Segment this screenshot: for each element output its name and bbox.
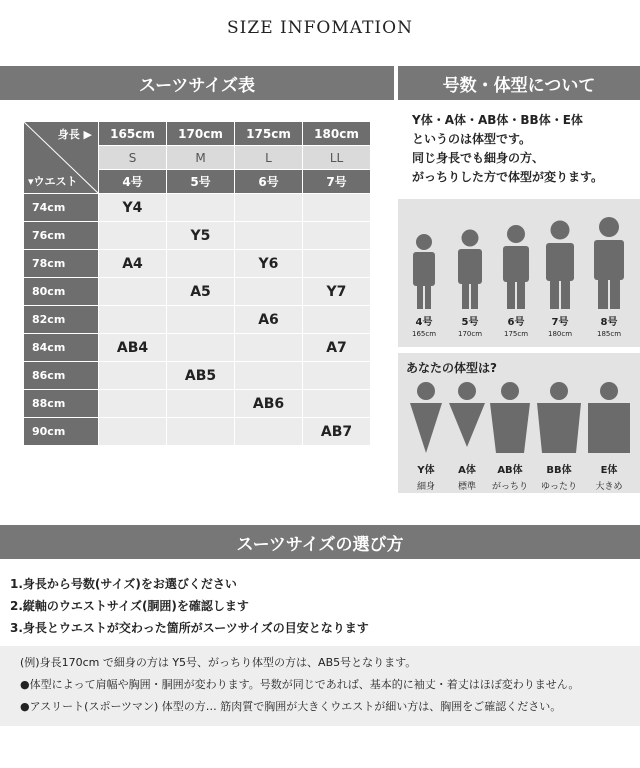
step-item: 1.身長から号数(サイズ)をお選びください xyxy=(10,577,237,591)
size-cell xyxy=(167,250,235,278)
figure-item xyxy=(406,229,442,338)
size-cell: Y6 xyxy=(235,250,303,278)
size-cell xyxy=(99,222,167,250)
description-line: というのは体型です。 xyxy=(412,132,532,146)
size-cell xyxy=(235,278,303,306)
type-name: Y体 xyxy=(417,465,435,476)
figure-height: 165cm xyxy=(411,330,437,338)
size-cell xyxy=(303,362,371,390)
figure-number: 7号 xyxy=(551,317,569,328)
header-height: 165cm xyxy=(99,122,167,146)
type-item xyxy=(488,381,532,492)
size-cell xyxy=(167,334,235,362)
type-name: AB体 xyxy=(497,465,523,476)
size-cell xyxy=(303,222,371,250)
person-icon xyxy=(498,221,534,309)
size-cell: Y4 xyxy=(99,194,167,222)
type-item xyxy=(536,381,582,492)
header-number: 5号 xyxy=(167,170,235,194)
size-cell xyxy=(99,278,167,306)
size-cell xyxy=(303,390,371,418)
table-row xyxy=(24,334,371,362)
size-cell: AB7 xyxy=(303,418,371,446)
figure-number: 5号 xyxy=(461,317,479,328)
table-row xyxy=(24,306,371,334)
header-letter: LL xyxy=(303,146,371,170)
header-letter: S xyxy=(99,146,167,170)
figure-number: 6号 xyxy=(507,317,525,328)
figure-height: 170cm xyxy=(457,330,483,338)
size-cell: Y7 xyxy=(303,278,371,306)
how-to-choose-header: スーツサイズの選び方 xyxy=(0,525,640,559)
ab-body-icon xyxy=(488,381,532,457)
header-number: 6号 xyxy=(235,170,303,194)
size-cell: A7 xyxy=(303,334,371,362)
header-letter: L xyxy=(235,146,303,170)
figure-height: 185cm xyxy=(596,330,622,338)
size-cell xyxy=(167,194,235,222)
size-cell: AB6 xyxy=(235,390,303,418)
table-row xyxy=(24,250,371,278)
note-line: (例)身長170cm で細身の方は Y5号、がっちり体型の方は、AB5号となります。 xyxy=(20,656,417,669)
type-desc: 大きめ xyxy=(595,482,623,492)
a-body-icon xyxy=(447,381,487,457)
y-body-icon xyxy=(406,381,446,457)
size-cell xyxy=(167,418,235,446)
size-table xyxy=(23,121,371,446)
figure-height: 175cm xyxy=(503,330,529,338)
header-height: 170cm xyxy=(167,122,235,146)
e-body-icon xyxy=(586,381,632,457)
size-cell xyxy=(99,418,167,446)
description-line: 同じ身長でも細身の方、 xyxy=(412,151,545,165)
waist-label: 80cm xyxy=(24,278,99,306)
table-row xyxy=(24,222,371,250)
size-cell: AB5 xyxy=(167,362,235,390)
note-line: ●アスリート(スポーツマン) 体型の方… 筋肉質で胸囲が大きくウエストが細い方は、胸囲をご確認ください。 xyxy=(20,700,562,713)
step-item: 2.縦軸のウエストサイズ(胴囲)を確認します xyxy=(10,599,249,613)
header-height: 180cm xyxy=(303,122,371,146)
waist-axis-label: ▾ウエスト xyxy=(28,175,78,188)
size-cell xyxy=(303,194,371,222)
table-corner xyxy=(24,122,99,194)
body-type-header: 号数・体型について xyxy=(398,66,640,100)
size-cell xyxy=(303,250,371,278)
header-letter: M xyxy=(167,146,235,170)
waist-label: 84cm xyxy=(24,334,99,362)
size-cell: Y5 xyxy=(167,222,235,250)
body-type-question: あなたの体型は? xyxy=(406,361,497,375)
figure-item xyxy=(452,225,488,338)
notes-box xyxy=(0,646,640,726)
description-line: がっちりした方で体型が変ります。 xyxy=(412,170,604,184)
size-cell xyxy=(235,362,303,390)
header-number: 7号 xyxy=(303,170,371,194)
type-desc: 細身 xyxy=(416,482,435,492)
size-cell: AB4 xyxy=(99,334,167,362)
size-cell xyxy=(167,390,235,418)
waist-label: 86cm xyxy=(24,362,99,390)
type-desc: 標準 xyxy=(457,482,476,492)
table-row xyxy=(24,194,371,222)
size-cell xyxy=(99,390,167,418)
size-cell xyxy=(99,306,167,334)
person-icon xyxy=(590,213,628,309)
type-item xyxy=(406,381,446,492)
figure-item xyxy=(590,213,628,338)
header-number: 4号 xyxy=(99,170,167,194)
waist-label: 78cm xyxy=(24,250,99,278)
table-row xyxy=(24,278,371,306)
note-line: ●体型によって肩幅や胸囲・胴囲が変わります。号数が同じであれば、基本的に袖丈・着丈はほぼ変わりません。 xyxy=(20,678,580,691)
description-line: Y体・A体・AB体・BB体・E体 xyxy=(412,113,583,127)
figure-height: 180cm xyxy=(547,330,573,338)
size-cell: A5 xyxy=(167,278,235,306)
figure-item xyxy=(498,221,534,338)
size-cell: A6 xyxy=(235,306,303,334)
size-cell xyxy=(235,194,303,222)
step-item: 3.身長とウエストが交わった箇所がスーツサイズの目安となります xyxy=(10,621,369,635)
type-item xyxy=(447,381,487,492)
choose-steps xyxy=(10,575,369,641)
type-item xyxy=(586,381,632,492)
size-cell xyxy=(99,362,167,390)
size-cell xyxy=(167,306,235,334)
type-desc: がっちり xyxy=(491,482,528,492)
waist-label: 82cm xyxy=(24,306,99,334)
height-figures-panel xyxy=(398,199,640,347)
waist-label: 90cm xyxy=(24,418,99,446)
table-row xyxy=(24,418,371,446)
body-type-description xyxy=(412,111,632,187)
type-desc: ゆったり xyxy=(541,482,577,492)
waist-label: 88cm xyxy=(24,390,99,418)
figure-number: 4号 xyxy=(415,317,433,328)
size-cell xyxy=(235,334,303,362)
person-icon xyxy=(541,217,579,309)
page-title: SIZE INFOMATION xyxy=(227,18,413,38)
size-chart-header: スーツサイズ表 xyxy=(0,66,394,100)
size-cell: A4 xyxy=(99,250,167,278)
height-axis-label: 身長 ▶ xyxy=(57,128,92,141)
size-cell xyxy=(235,418,303,446)
size-cell xyxy=(303,306,371,334)
header-height: 175cm xyxy=(235,122,303,146)
figure-number: 8号 xyxy=(600,317,618,328)
waist-label: 74cm xyxy=(24,194,99,222)
table-row xyxy=(24,390,371,418)
figure-item xyxy=(541,217,579,338)
table-row xyxy=(24,362,371,390)
type-name: BB体 xyxy=(546,465,572,476)
person-icon xyxy=(452,225,488,309)
bb-body-icon xyxy=(536,381,582,457)
body-type-panel xyxy=(398,353,640,493)
waist-label: 76cm xyxy=(24,222,99,250)
type-name: E体 xyxy=(600,465,618,476)
type-name: A体 xyxy=(458,465,476,476)
size-cell xyxy=(235,222,303,250)
person-icon xyxy=(406,229,442,309)
